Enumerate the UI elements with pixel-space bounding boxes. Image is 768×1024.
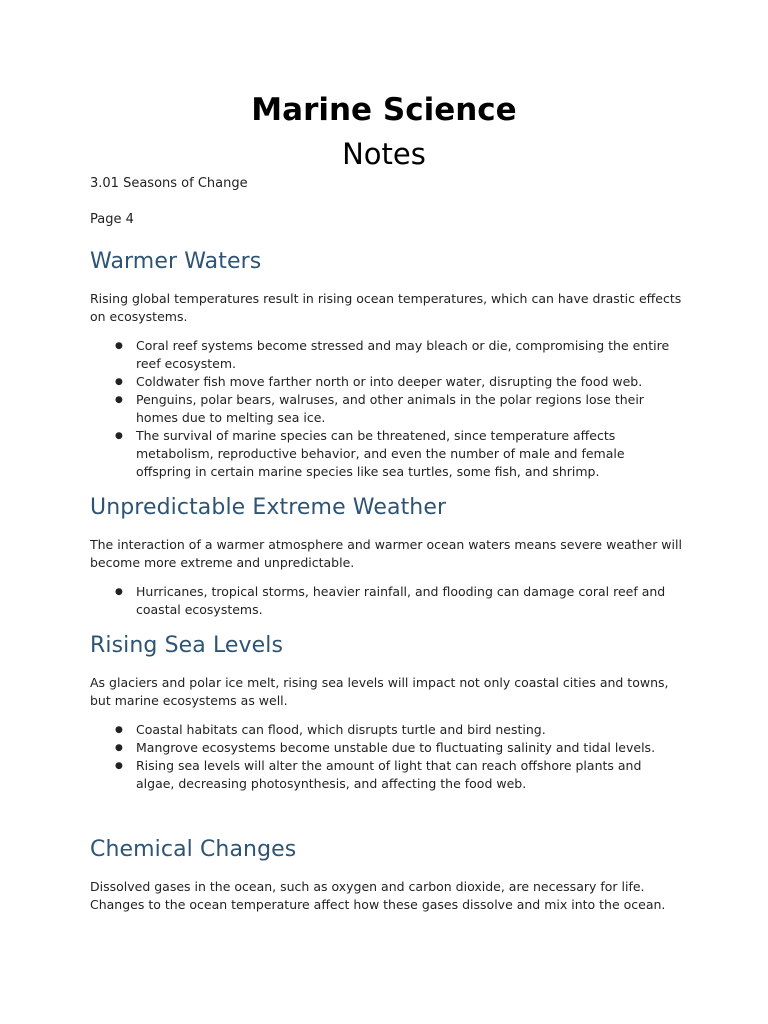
- list-item: [115, 391, 682, 427]
- list-item: [115, 721, 682, 739]
- bullet-icon: ●: [115, 341, 123, 351]
- document-title: Marine Science: [251, 92, 517, 128]
- bullet-icon: ●: [115, 395, 123, 405]
- section-extreme-weather: [90, 492, 682, 619]
- section-heading: Warmer Waters: [90, 249, 262, 274]
- list-item: [115, 427, 682, 481]
- section-intro: Rising global temperatures result in rising ocean temperatures, which can have drastic effects on ecosystems.: [90, 291, 682, 324]
- section-intro: As glaciers and polar ice melt, rising sea levels will impact not only coastal cities and towns, but marine ecosystems as well.: [90, 675, 669, 708]
- bullet-icon: ●: [115, 377, 123, 387]
- list-item: [115, 373, 682, 391]
- page-label: Page 4: [90, 212, 134, 227]
- list-item-text: Coral reef systems become stressed and may bleach or die, compromising the entire reef ecosystem.: [136, 338, 670, 371]
- bullet-list: [90, 337, 682, 481]
- list-item-text: Mangrove ecosystems become unstable due to fluctuating salinity and tidal levels.: [136, 740, 656, 755]
- list-item-text: Coldwater fish move farther north or into deeper water, disrupting the food web.: [136, 374, 643, 389]
- bullet-icon: ●: [115, 725, 123, 735]
- list-item-text: Penguins, polar bears, walruses, and other animals in the polar regions lose their homes due to melting sea ice.: [136, 392, 644, 425]
- bullet-list: [90, 721, 682, 793]
- section-chemical-changes: [90, 834, 682, 914]
- bullet-list: [90, 583, 682, 619]
- list-item-text: The survival of marine species can be threatened, since temperature affects metabolism, reproductive behavior, and even the number of male and female offspring in certain marine species like sea turtles, some fish, and shrimp.: [136, 428, 625, 479]
- section-heading: Chemical Changes: [90, 837, 297, 862]
- bullet-icon: ●: [115, 743, 123, 753]
- section-intro: Dissolved gases in the ocean, such as oxygen and carbon dioxide, are necessary for life. Changes to the ocean temperature affect how these gases dissolve and mix into the ocean.: [90, 879, 666, 912]
- section-heading: Unpredictable Extreme Weather: [90, 495, 447, 520]
- list-item: [115, 337, 682, 373]
- document-subtitle: Notes: [342, 137, 426, 171]
- section-rising-sea-levels: [90, 630, 682, 793]
- course-label: 3.01 Seasons of Change: [90, 176, 248, 191]
- list-item: [115, 583, 682, 619]
- list-item: [115, 757, 682, 793]
- bullet-icon: ●: [115, 587, 123, 597]
- list-item: [115, 739, 682, 757]
- bullet-icon: ●: [115, 431, 123, 441]
- list-item-text: Rising sea levels will alter the amount of light that can reach offshore plants and algae, decreasing photosynthesis, and affecting the food web.: [136, 758, 642, 791]
- section-intro: The interaction of a warmer atmosphere and warmer ocean waters means severe weather will become more extreme and unpredictable.: [90, 537, 682, 570]
- list-item-text: Hurricanes, tropical storms, heavier rainfall, and flooding can damage coral reef and coastal ecosystems.: [136, 584, 666, 617]
- section-heading: Rising Sea Levels: [90, 633, 284, 658]
- list-item-text: Coastal habitats can flood, which disrupts turtle and bird nesting.: [136, 722, 546, 737]
- bullet-icon: ●: [115, 761, 123, 771]
- section-warmer-waters: [90, 246, 682, 481]
